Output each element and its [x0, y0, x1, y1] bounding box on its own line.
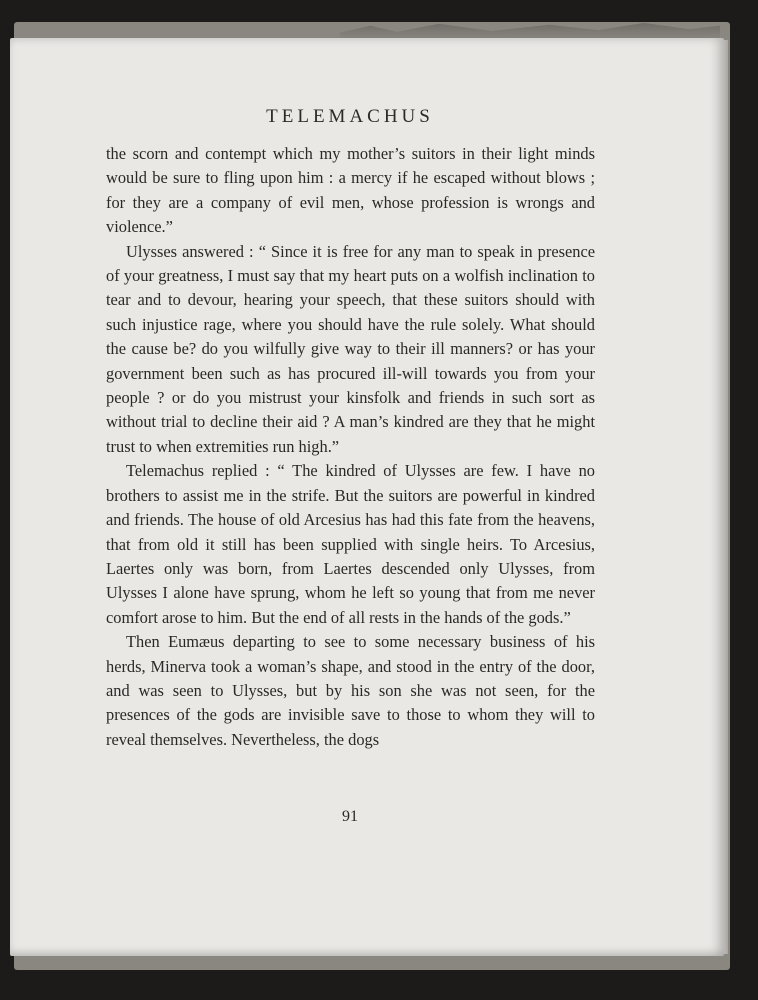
paragraph: Ulysses answered : “ Since it is free for any man to speak in presence of your greatness, I must say that my heart puts on a wolfish inclination to tear and to devour, hearing your speech, that these suitors should with such injustice rage, where you should have the rule solely. What should the cause be? do you wilfully give way to their ill manners? or has your government been such as has procured ill-will towards you from your people ? or do you mistrust your kinsfolk and friends in such sort as without trial to decline their aid ? A man’s kindred are they that he might trust to when extremities run high.” — [106, 241, 595, 456]
running-head: TELEMACHUS — [266, 106, 434, 127]
paragraph: Then Eumæus departing to see to some necessary business of his herds, Minerva took a woman’s shape, and stood in the entry of the door, and was seen to Ulysses, but by his son she was not seen, for the presences of the gods are invisible save to those to whom they will to reveal themselves. Nevertheless, the dogs — [106, 632, 595, 749]
page-body — [106, 142, 595, 752]
page-number: 91 — [342, 808, 358, 825]
paragraph: Telemachus replied : “ The kindred of Ulysses are few. I have no brothers to assist me in the strife. But the suitors are powerful in kindred and friends. The house of old Arcesius has had this fate from the heavens, that from old it still has been supplied with single heirs. To Arcesius, Laertes only was born, from Laertes descended only Ulysses, from Ulysses I alone have sprung, whom he left so young that from me never comfort arose to him. But the end of all rests in the hands of the gods.” — [106, 461, 595, 627]
paragraph: the scorn and contempt which my mother’s suitors in their light minds would be sure to fling upon him : a mercy if he escaped without blows ; for they are a company of evil men, whose profession is wrongs and violence.” — [106, 144, 595, 237]
